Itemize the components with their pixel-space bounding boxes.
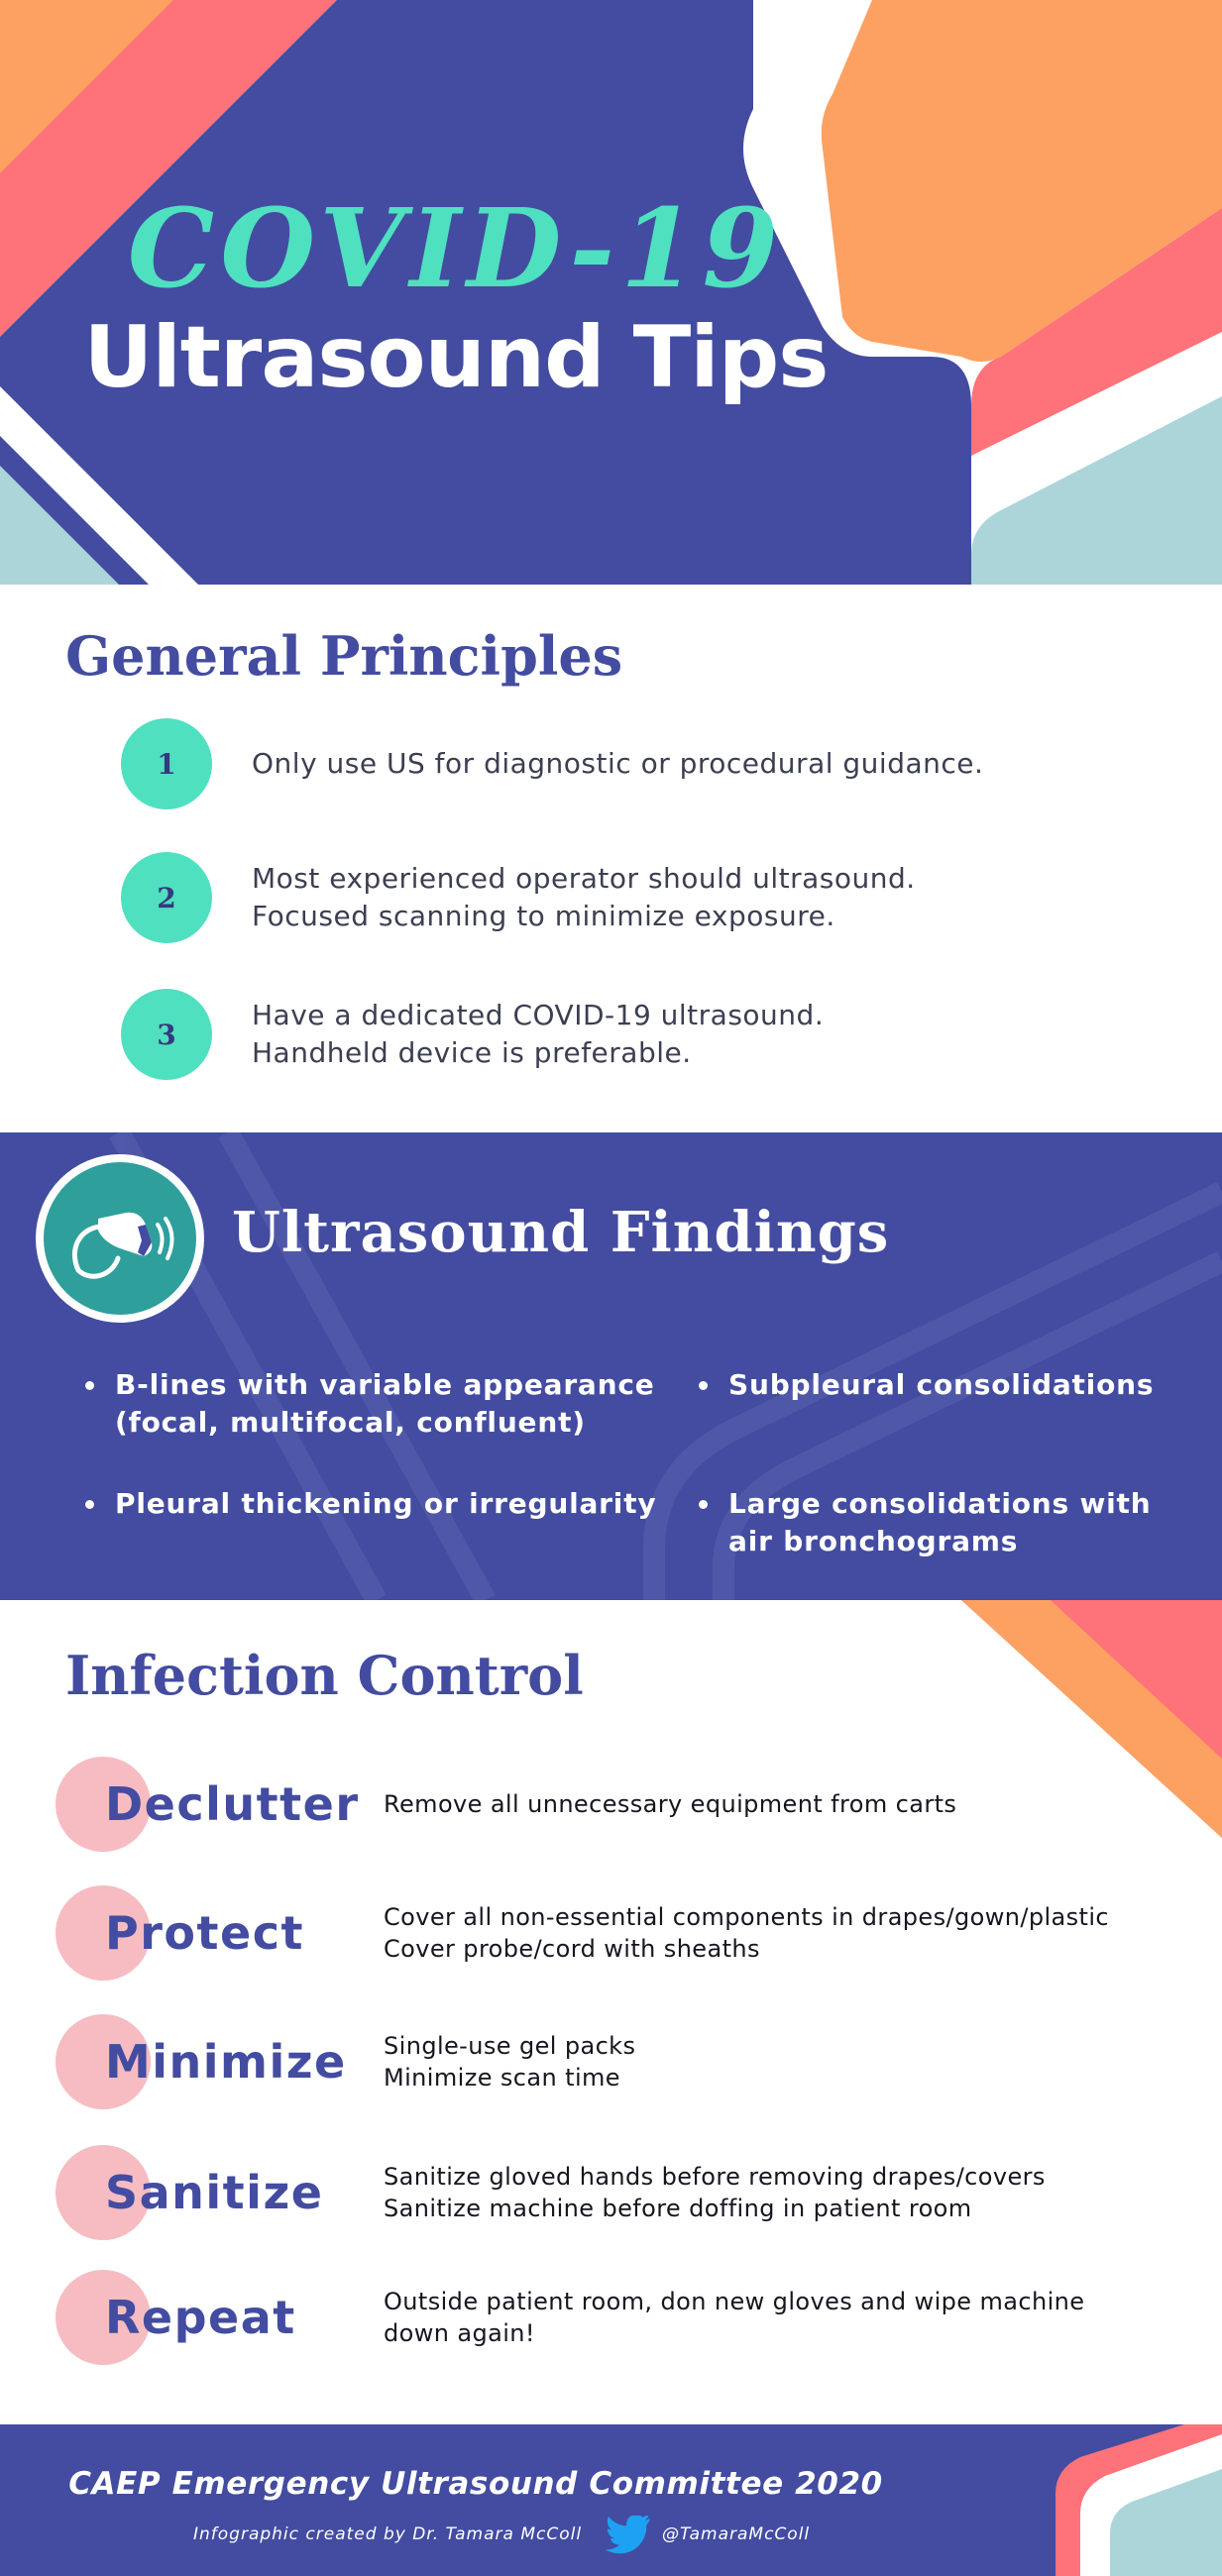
ultrasound-findings-heading: Ultrasound Findings xyxy=(232,1200,890,1265)
infection-control-label: Minimize xyxy=(105,2035,347,2089)
general-principles-section xyxy=(0,585,1222,1132)
footer-banner xyxy=(0,2424,1222,2576)
general-principles-heading: General Principles xyxy=(65,624,623,688)
principle-line: Handheld device is preferable. xyxy=(252,1036,692,1069)
ultrasound-findings-section xyxy=(0,1132,1222,1600)
infection-control-heading: Infection Control xyxy=(65,1644,584,1707)
principle-number-badge: 3 xyxy=(121,989,212,1080)
principle-number-badge: 2 xyxy=(121,852,212,943)
principle-number-badge: 1 xyxy=(121,718,212,809)
infection-control-text xyxy=(384,2014,1176,2109)
infection-control-text xyxy=(384,1757,1176,1852)
infection-control-line: Sanitize machine before doffing in patient room xyxy=(384,2195,972,2222)
principle-text xyxy=(252,989,1144,1080)
infection-control-line: Minimize scan time xyxy=(384,2064,620,2092)
main-title: COVID-19 xyxy=(127,184,785,312)
infection-control-text xyxy=(384,2270,1176,2365)
infection-control-row xyxy=(56,1885,1195,1985)
principle-line: Most experienced operator should ultrasound. xyxy=(252,862,916,895)
infection-control-row xyxy=(56,2270,1195,2369)
infection-control-row xyxy=(56,2014,1195,2113)
infection-control-line: Cover probe/cord with sheaths xyxy=(384,1935,760,1963)
main-subtitle: Ultrasound Tips xyxy=(83,308,829,407)
probe-glyph xyxy=(60,1179,179,1298)
header-banner xyxy=(0,0,1222,585)
infection-control-line: Cover all non-essential components in drapes/gown/plastic xyxy=(384,1903,1110,1931)
footer-credit: Infographic created by Dr. Tamara McColl xyxy=(193,2524,583,2544)
infection-control-label: Sanitize xyxy=(105,2166,324,2219)
principle-text xyxy=(252,718,1144,809)
principle-item xyxy=(121,989,1162,1080)
finding-item: Pleural thickening or irregularity xyxy=(115,1485,670,1523)
infection-control-row xyxy=(56,2145,1195,2244)
infection-control-line: down again! xyxy=(384,2319,535,2347)
infection-control-label: Declutter xyxy=(105,1777,360,1831)
infection-control-line: Single-use gel packs xyxy=(384,2032,636,2060)
infection-control-line: Sanitize gloved hands before removing drapes/covers xyxy=(384,2163,1046,2191)
infection-control-line: Outside patient room, don new gloves and wipe machine xyxy=(384,2288,1085,2315)
infection-control-text xyxy=(384,1885,1176,1981)
principle-line: Only use US for diagnostic or procedural guidance. xyxy=(252,747,984,780)
principle-item xyxy=(121,718,1162,809)
infection-control-line: Remove all unnecessary equipment from carts xyxy=(384,1790,957,1818)
twitter-handle: @TamaraMcColl xyxy=(662,2524,811,2544)
infection-control-label: Repeat xyxy=(105,2291,296,2344)
finding-item: Subpleural consolidations xyxy=(728,1366,1194,1404)
twitter-bird-icon xyxy=(605,2516,652,2555)
finding-item: B-lines with variable appearance (focal, multifocal, confluent) xyxy=(115,1366,670,1442)
ultrasound-probe-icon xyxy=(36,1154,204,1323)
infection-control-section xyxy=(0,1600,1222,2424)
infection-control-row xyxy=(56,1757,1195,1856)
infection-control-label: Protect xyxy=(105,1906,304,1960)
footer-title: CAEP Emergency Ultrasound Committee 2020 xyxy=(68,2466,883,2502)
finding-item: Large consolidations with air bronchograms xyxy=(728,1485,1194,1560)
principle-text xyxy=(252,852,1144,943)
principle-item xyxy=(121,852,1162,943)
principle-line: Have a dedicated COVID-19 ultrasound. xyxy=(252,999,825,1031)
infection-control-text xyxy=(384,2145,1176,2240)
principle-line: Focused scanning to minimize exposure. xyxy=(252,900,835,932)
